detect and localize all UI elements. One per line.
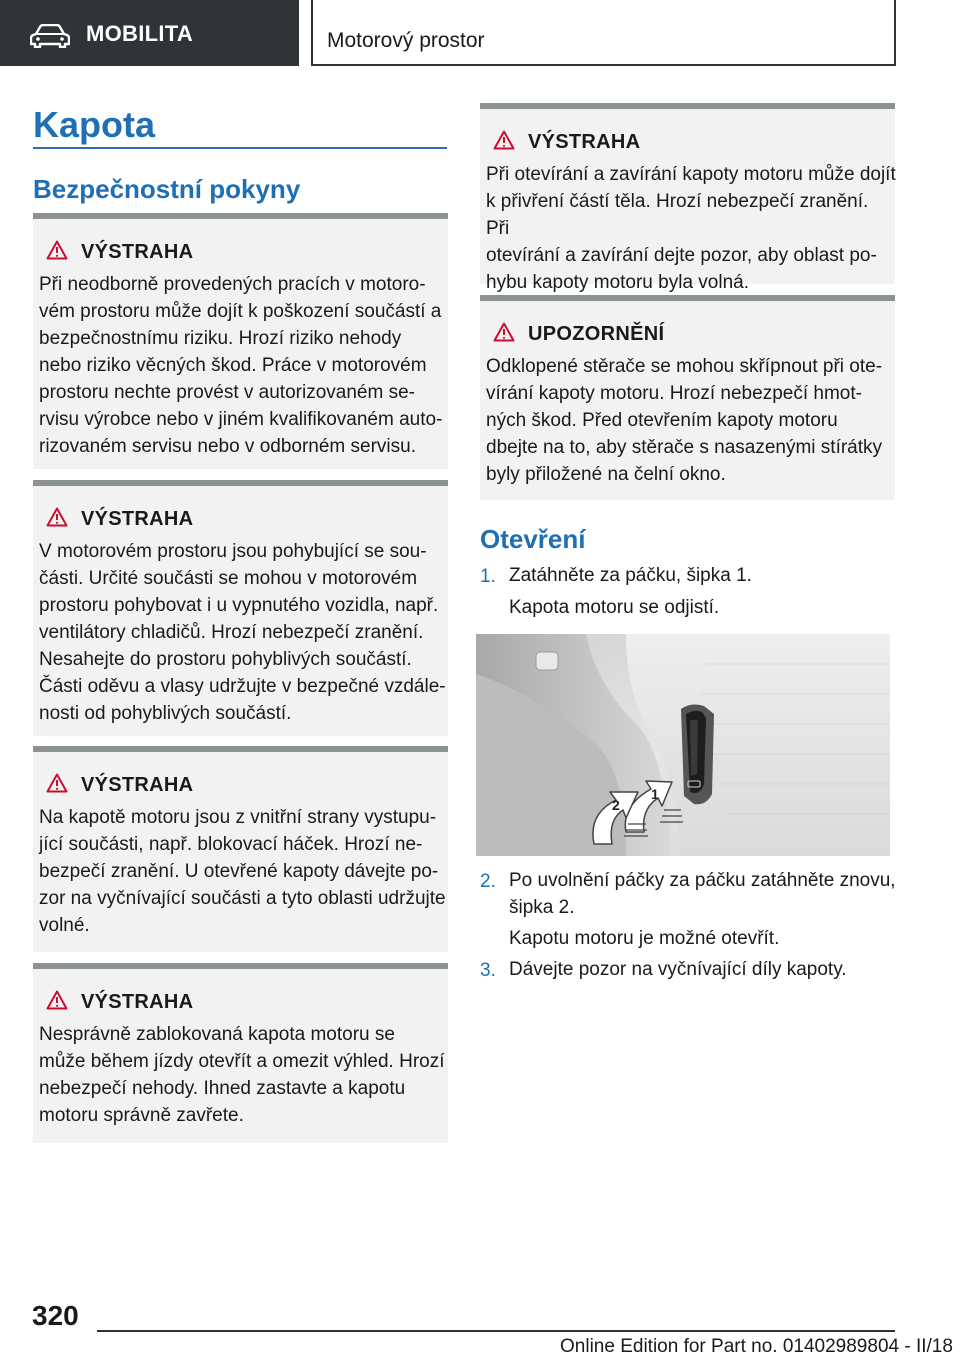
warning-title: VÝSTRAHA <box>81 991 194 1013</box>
caution-triangle-icon <box>493 322 515 342</box>
section-tab <box>0 0 299 66</box>
step-text: Dávejte pozor na vyčnívající díly kapoty. <box>509 959 847 980</box>
section-label: MOBILITA <box>86 21 194 46</box>
warning-box-4 <box>33 963 448 1143</box>
warning-text: Na kapotě motoru jsou z vnitřní strany vystupu- jící součásti, např. blokovací háček. Hrozí ne- bezpečí zranění. U otevřené kapoty dávejte po- zor na vyčnívající součásti a tyto oblasti udržujte volné. <box>39 807 446 936</box>
warning-title: VÝSTRAHA <box>81 241 194 263</box>
warning-text: Při otevírání a zavírání kapoty motoru může dojít k přivření částí těla. Hrozí nebezpečí zranění. Při otevírání a zavírání dejte pozor, aby oblast po- hybu kapoty motoru byla volná. <box>486 164 896 293</box>
warning-box-5 <box>480 103 896 293</box>
warning-text: V motorovém prostoru jsou pohybující se sou- části. Určité součásti se mohou v motorovém prostoru pohybovat i u vypnutého vozidla, např. ventilátory chladičů. Hrozí nebezpečí zranění. Nesahejte do prostoru pohyblivých součástí. Části oděvu a vlasy udržujte v bezpečné vzdále- nosti od pohyblivých součástí. <box>39 541 446 724</box>
warning-title: VÝSTRAHA <box>81 774 194 796</box>
title-divider <box>33 147 447 149</box>
footer-divider <box>97 1330 895 1332</box>
chapter-label: Motorový prostor <box>327 29 485 52</box>
page-number: 320 <box>32 1300 79 1331</box>
step-number: 3. <box>480 960 496 981</box>
step-result: Kapotu motoru je možné otevřít. <box>509 928 780 949</box>
section-heading-open: Otevření <box>480 524 586 554</box>
edition-note: Online Edition for Part no. 01402989804 - II/18 <box>560 1336 953 1357</box>
warning-triangle-icon <box>46 990 68 1010</box>
warning-title: VÝSTRAHA <box>81 508 194 530</box>
svg-text:2: 2 <box>612 797 620 813</box>
caution-text: Odklopené stěrače se mohou skřípnout při ote- vírání kapoty motoru. Hrozí nebezpečí hmot- ných škod. Před otevřením kapoty motoru dbejte na to, aby stěrače s nasazenými stírátky byly přiložené na čelní okno. <box>486 356 883 485</box>
step-number: 2. <box>480 871 496 892</box>
warning-triangle-icon <box>46 240 68 260</box>
chapter-tab <box>311 0 896 66</box>
step-number: 1. <box>480 566 496 587</box>
warning-triangle-icon <box>493 130 515 150</box>
page-title: Kapota <box>33 104 156 145</box>
car-icon <box>30 24 70 48</box>
step-text: Po uvolnění páčky za páčku zatáhněte znovu, šipka 2. <box>509 870 896 918</box>
warning-box-1 <box>33 213 448 469</box>
warning-box-3 <box>33 746 448 952</box>
warning-box-2 <box>33 480 448 736</box>
section-heading-safety: Bezpečnostní pokyny <box>33 174 301 204</box>
warning-triangle-icon <box>46 773 68 793</box>
warning-text: Nesprávně zablokovaná kapota motoru se může během jízdy otevřít a omezit výhled. Hrozí nebezpečí nehody. Ihned zastavte a kapotu motoru správně zavřete. <box>39 1024 445 1126</box>
warning-triangle-icon <box>46 507 68 527</box>
warning-title: VÝSTRAHA <box>528 131 641 153</box>
warning-text: Při neodborně provedených pracích v motoro- vém prostoru může dojít k poškození součástí a bezpečnostnímu riziku. Hrozí riziko nehody nebo riziko věcných škod. Práce v motorovém prostoru nechte provést v autorizovaném se- rvisu výrobce nebo v jiném kvalifikovaném auto- rizovaném servisu nebo v odborném servisu. <box>39 274 443 457</box>
caution-box <box>480 295 895 500</box>
svg-text:1: 1 <box>651 786 659 802</box>
step-text: Zatáhněte za páčku, šipka 1. <box>509 565 752 586</box>
hood-release-lever-image <box>476 634 890 856</box>
caution-title: UPOZORNĚNÍ <box>528 323 665 345</box>
step-result: Kapota motoru se odjistí. <box>509 597 720 618</box>
